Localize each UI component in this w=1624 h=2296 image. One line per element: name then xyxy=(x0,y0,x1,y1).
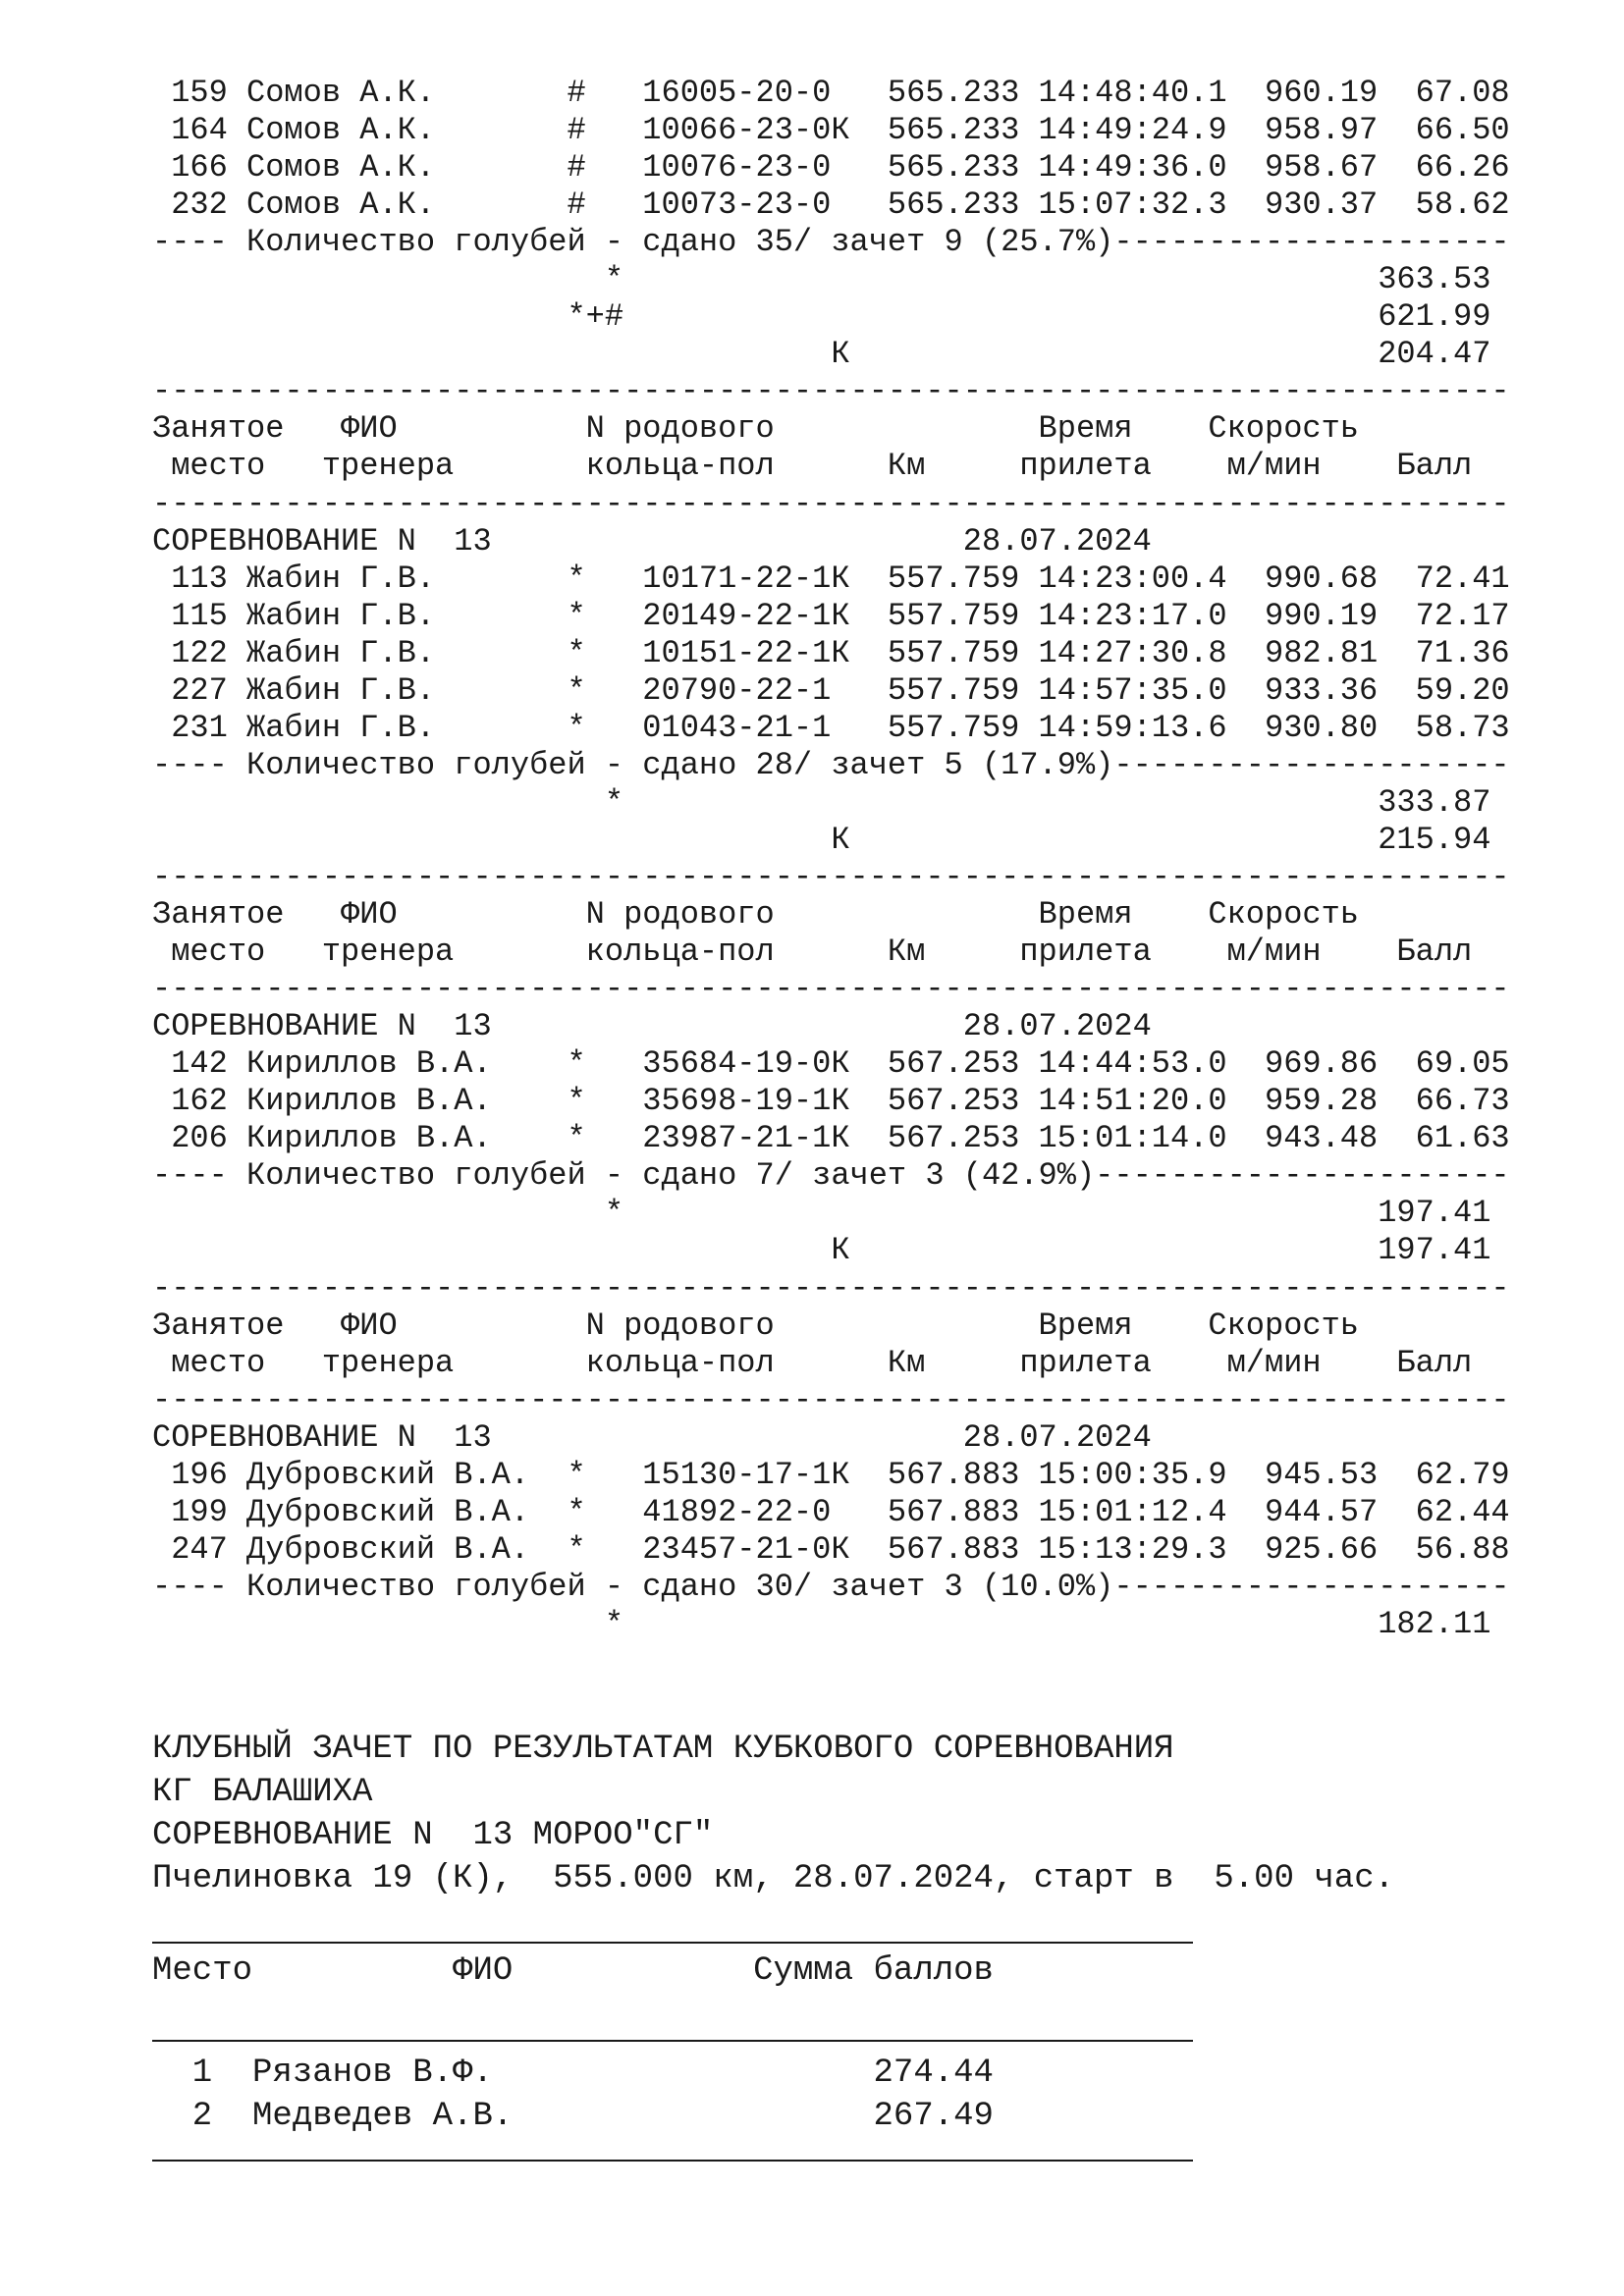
report-line: ------------------------------------------------------------------------ xyxy=(152,373,1510,410)
report-line: 115 Жабин Г.В. * 20149-22-1К 557.759 14:23:17.0 990.19 72.17 xyxy=(152,597,1510,634)
report-line: 232 Сомов А.К. # 10073-23-0 565.233 15:07:32.3 930.37 58.62 xyxy=(152,187,1510,224)
summary-table-header: Место ФИО Сумма баллов xyxy=(152,1952,994,1990)
report-line: место тренера кольца-пол Км прилета м/мин Балл xyxy=(152,934,1473,971)
report-line: К 215.94 xyxy=(152,821,1491,858)
report-line: 164 Сомов А.К. # 10066-23-0К 565.233 14:49:24.9 958.97 66.50 xyxy=(152,112,1510,149)
report-line: Занятое ФИО N родового Время Скорость xyxy=(152,410,1359,448)
report-line: К 197.41 xyxy=(152,1232,1491,1269)
report-line: Занятое ФИО N родового Время Скорость xyxy=(152,1307,1359,1344)
report-line: ------------------------------------------------------------------------ xyxy=(152,858,1510,895)
report-line: 142 Кириллов В.А. * 35684-19-0К 567.253 14:44:53.0 969.86 69.05 xyxy=(152,1045,1510,1083)
report-line: СОРЕВНОВАНИЕ N 13 28.07.2024 xyxy=(152,1008,1152,1045)
report-line: 247 Дубровский В.А. * 23457-21-0К 567.883 15:13:29.3 925.66 56.88 xyxy=(152,1530,1510,1568)
report-line: 113 Жабин Г.В. * 10171-22-1К 557.759 14:23:00.4 990.68 72.41 xyxy=(152,560,1510,597)
report-line: * 363.53 xyxy=(152,261,1491,298)
summary-rule-bottom xyxy=(152,2160,1193,2162)
report-line: 206 Кириллов В.А. * 23987-21-1К 567.253 15:01:14.0 943.48 61.63 xyxy=(152,1120,1510,1157)
report-line: К 204.47 xyxy=(152,336,1491,373)
report-line: ---- Количество голубей - сдано 30/ зачет 3 (10.0%)--------------------- xyxy=(152,1568,1510,1605)
summary-rule-mid xyxy=(152,2040,1193,2042)
report-line: ------------------------------------------------------------------------ xyxy=(152,485,1510,522)
report-line: 196 Дубровский В.А. * 15130-17-1К 567.883 15:00:35.9 945.53 62.79 xyxy=(152,1456,1510,1493)
report-line: 199 Дубровский В.А. * 41892-22-0 567.883 15:01:12.4 944.57 62.44 xyxy=(152,1493,1510,1530)
report-line: СОРЕВНОВАНИЕ N 13 28.07.2024 xyxy=(152,522,1152,560)
summary-row: 2 Медведев А.В. 267.49 xyxy=(152,2098,994,2135)
club-summary xyxy=(152,1728,1566,2135)
summary-title: КЛУБНЫЙ ЗАЧЕТ ПО РЕЗУЛЬТАТАМ КУБКОВОГО СОРЕВНОВАНИЯ xyxy=(152,1731,1174,1768)
report-line: место тренера кольца-пол Км прилета м/мин Балл xyxy=(152,1344,1473,1381)
report-line: * 182.11 xyxy=(152,1605,1491,1642)
report-line: 227 Жабин Г.В. * 20790-22-1 557.759 14:57:35.0 933.36 59.20 xyxy=(152,671,1510,709)
report-line: * 333.87 xyxy=(152,783,1491,821)
report-line: 231 Жабин Г.В. * 01043-21-1 557.759 14:59:13.6 930.80 58.73 xyxy=(152,709,1510,746)
report-line: место тренера кольца-пол Км прилета м/мин Балл xyxy=(152,448,1473,485)
report-line: СОРЕВНОВАНИЕ N 13 28.07.2024 xyxy=(152,1418,1152,1456)
summary-competition: СОРЕВНОВАНИЕ N 13 МОРОО"СГ" xyxy=(152,1817,714,1854)
report-line: ---- Количество голубей - сдано 7/ зачет 3 (42.9%)---------------------- xyxy=(152,1157,1510,1195)
report-line: ------------------------------------------------------------------------ xyxy=(152,971,1510,1008)
report-line: 159 Сомов А.К. # 16005-20-0 565.233 14:48:40.1 960.19 67.08 xyxy=(152,75,1510,111)
summary-row: 1 Рязанов В.Ф. 274.44 xyxy=(152,2055,994,2092)
report-line: 162 Кириллов В.А. * 35698-19-1К 567.253 14:51:20.0 959.28 66.73 xyxy=(152,1083,1510,1120)
report-line: *+# 621.99 xyxy=(152,298,1491,336)
report-line: ---- Количество голубей - сдано 35/ зачет 9 (25.7%)--------------------- xyxy=(152,224,1510,261)
summary-race-info: Пчелиновка 19 (К), 555.000 км, 28.07.2024, старт в 5.00 час. xyxy=(152,1860,1395,1897)
report-line: 166 Сомов А.К. # 10076-23-0 565.233 14:49:36.0 958.67 66.26 xyxy=(152,149,1510,187)
summary-rule-top xyxy=(152,1942,1193,1944)
report-line: Занятое ФИО N родового Время Скорость xyxy=(152,896,1359,934)
report-line: ---- Количество голубей - сдано 28/ зачет 5 (17.9%)--------------------- xyxy=(152,746,1510,783)
report-line: ------------------------------------------------------------------------ xyxy=(152,1269,1510,1307)
results-report xyxy=(152,75,1566,1643)
summary-club: КГ БАЛАШИХА xyxy=(152,1774,373,1811)
report-line: * 197.41 xyxy=(152,1195,1491,1232)
report-line: 122 Жабин Г.В. * 10151-22-1К 557.759 14:27:30.8 982.81 71.36 xyxy=(152,634,1510,671)
report-line: ------------------------------------------------------------------------ xyxy=(152,1381,1510,1418)
